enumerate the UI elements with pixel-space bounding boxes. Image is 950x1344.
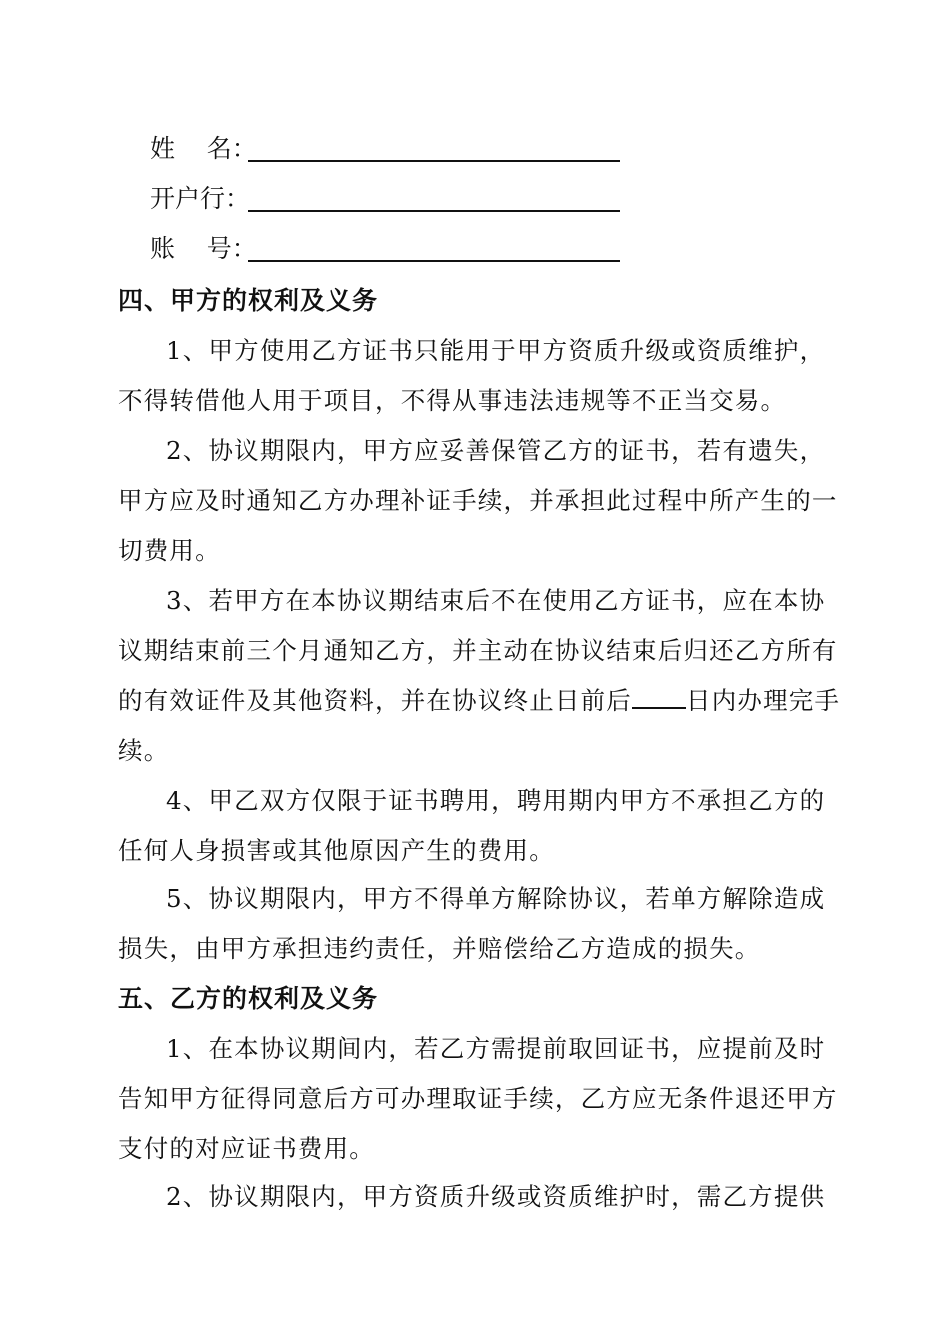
section4-item-4: [118, 776, 836, 876]
name-field-label: 姓 名：: [150, 134, 257, 163]
bank-field-label: 开户行：: [150, 184, 251, 213]
section4-item-5-line-1: 5、协议期限内，甲方不得单方解除协议，若单方解除造成: [166, 884, 826, 913]
section4-item-2-line-1: 2、协议期限内，甲方应妥善保管乙方的证书，若有遗失，: [166, 436, 826, 465]
section4-item-3-line-3: [118, 676, 841, 726]
section4-item-3-line-3-before: 的有效证件及其他资料，并在协议终止日前后: [118, 686, 632, 715]
section4-item-5: [118, 874, 836, 974]
section4-item-4-line-2: 任何人身损害或其他原因产生的费用。: [118, 836, 555, 865]
section4-item-2-line-2: 甲方应及时通知乙方办理补证手续，并承担此过程中所产生的一: [118, 486, 838, 515]
bank-field-blank[interactable]: [248, 184, 620, 212]
account-field-label: 账 号：: [150, 234, 257, 263]
section5-item-1-line-3: 支付的对应证书费用。: [118, 1134, 375, 1163]
section4-item-4-line-1: 4、甲乙双方仅限于证书聘用，聘用期内甲方不承担乙方的: [166, 786, 826, 815]
name-field-row: [150, 124, 620, 164]
section4-item-3-line-1: 3、若甲方在本协议期结束后不在使用乙方证书，应在本协: [166, 586, 826, 615]
account-field-row: [150, 224, 620, 264]
days-blank[interactable]: [632, 683, 686, 709]
name-field-blank[interactable]: [248, 134, 620, 162]
bank-field-row: [150, 174, 620, 214]
section5-item-2: [118, 1172, 836, 1222]
account-field-blank[interactable]: [248, 234, 620, 262]
section4-item-1-line-2: 不得转借他人用于项目，不得从事违法违规等不正当交易。: [118, 386, 787, 415]
section5-item-1: [118, 1024, 836, 1174]
section4-item-1: [118, 326, 836, 426]
section4-heading: 四、甲方的权利及义务: [118, 286, 379, 315]
section4-item-3-line-3-after: 日内办理完手: [686, 686, 841, 715]
section4-item-2-line-3: 切费用。: [118, 536, 221, 565]
section4-item-5-line-2: 损失，由甲方承担违约责任，并赔偿给乙方造成的损失。: [118, 934, 761, 963]
section4-item-3-line-2: 议期结束前三个月通知乙方，并主动在协议结束后归还乙方所有: [118, 636, 838, 665]
section4-item-2: [118, 426, 836, 576]
section5-item-1-line-2: 告知甲方征得同意后方可办理取证手续，乙方应无条件退还甲方: [118, 1084, 838, 1113]
section4-item-3: [118, 576, 841, 776]
section5-item-2-line-1: 2、协议期限内，甲方资质升级或资质维护时，需乙方提供: [166, 1182, 826, 1211]
section4-item-1-line-1: 1、甲方使用乙方证书只能用于甲方资质升级或资质维护，: [166, 336, 826, 365]
section4-item-3-line-4: 续。: [118, 736, 170, 765]
section5-item-1-line-1: 1、在本协议期间内，若乙方需提前取回证书，应提前及时: [166, 1034, 826, 1063]
section5-heading: 五、乙方的权利及义务: [118, 984, 379, 1013]
